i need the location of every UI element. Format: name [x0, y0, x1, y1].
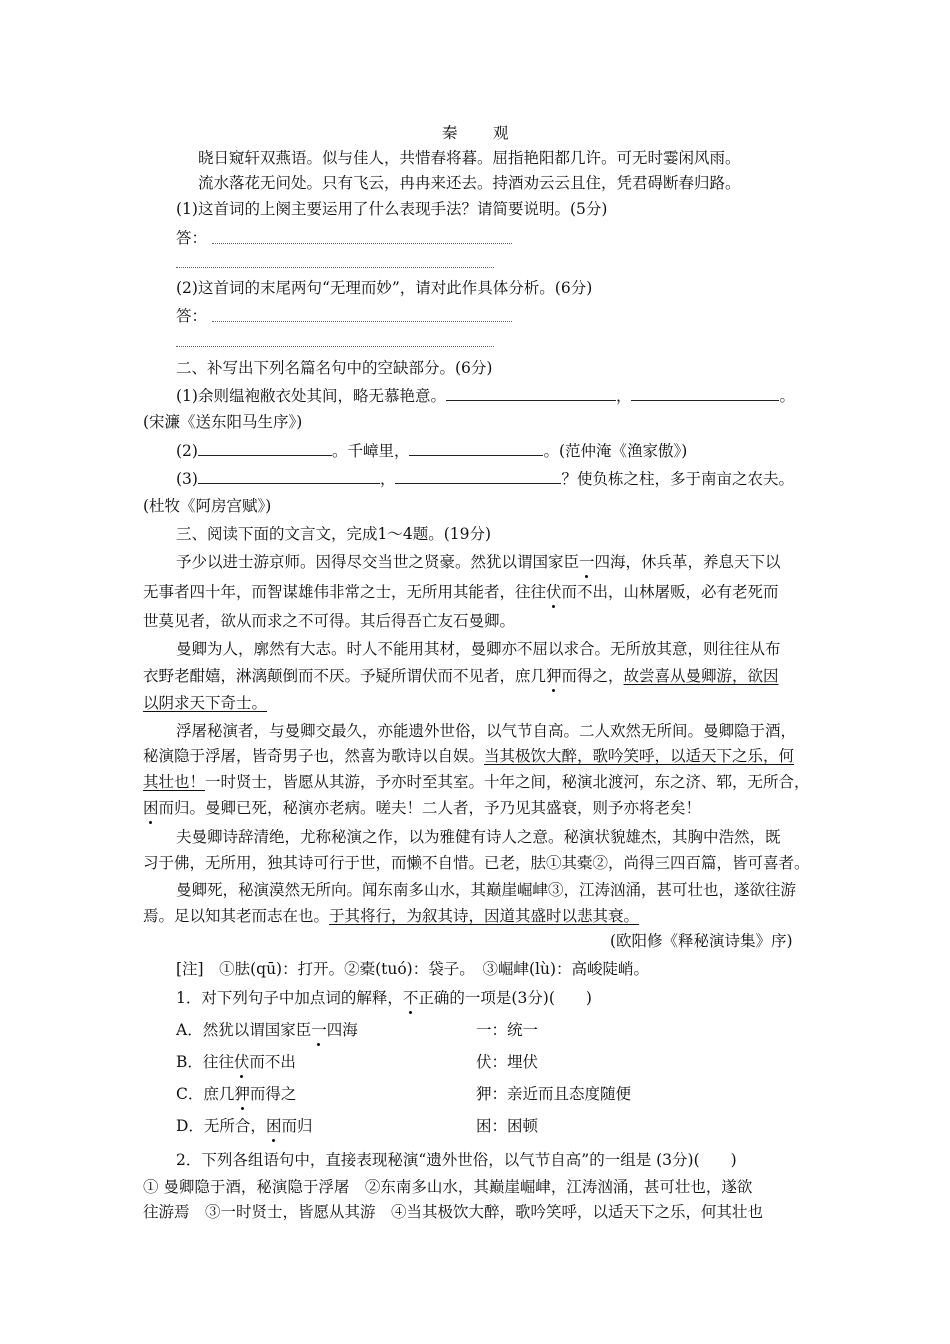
poem-question-1: (1)这首词的上阕主要运用了什么表现手法？请简要说明。(5分) — [176, 200, 608, 218]
section2-heading: 二、补写出下列名篇名句中的空缺部分。(6分) — [176, 359, 493, 377]
dotted-char: 不 — [402, 989, 419, 1007]
option-c-explanation: 狎：亲近而且态度随便 — [476, 1085, 632, 1103]
passage-p1-line3: 世莫见者，欲从而求之不可得。其后得吾亡友石曼卿。 — [143, 612, 516, 630]
blank[interactable] — [198, 469, 380, 484]
annotation-note: [注] ①胠(qū)：打开。②橐(tuó)：袋子。 ③崛峍(lù)：高峻陡峭。 — [176, 960, 650, 978]
answer-line-1b — [176, 267, 494, 268]
poem-author: 秦 观 — [442, 124, 519, 142]
passage-p3-line4: 困而归。曼卿已死，秘演亦老病。嗟夫！二人者，予乃见其盛衰，则予亦将老矣！ — [143, 799, 702, 817]
passage-p2-line3 — [143, 692, 267, 714]
dotted-char: 狎 — [234, 1085, 250, 1103]
underlined-sentence: 其壮也！ — [143, 773, 206, 791]
underlined-sentence: 于其将行，为叙其诗，因道其盛时以悲其衰。 — [329, 907, 640, 925]
dotted-char: 一 — [579, 553, 595, 571]
passage-p2-line1: 曼卿为人，廓然有大志。时人不能用其材，曼卿亦不屈以求合。无所放其意，则往往从布 — [176, 640, 781, 658]
dotted-char: 伏 — [233, 1053, 250, 1071]
answer-label-2: 答： — [176, 307, 208, 325]
passage-p3-line2: 秘演隐于浮屠，皆奇男子也，然喜为歌诗以自娱。当其极饮大醉，歌吟笑呼，以适天下之乐，何 — [143, 747, 795, 765]
underlined-sentence: 故尝喜从曼卿游，欲因 — [623, 667, 779, 685]
blank[interactable] — [395, 469, 561, 484]
blank[interactable] — [446, 386, 616, 401]
option-d[interactable]: D．无所合，困而归 — [176, 1117, 313, 1135]
poem-line-1: 晓日窥轩双燕语。似与佳人，共惜春将暮。屈指艳阳都几许。可无时霎闲风雨。 — [198, 149, 741, 167]
answer-label-1: 答： — [176, 229, 208, 247]
dotted-char: 困 — [265, 1117, 282, 1135]
dotted-char: 伏 — [546, 583, 562, 601]
question-2-stem: 2．下列各组语句中，直接表现秘演“遗外世俗，以气节自高”的一组是 (3分)( ) — [176, 1151, 737, 1169]
passage-p2-line2: 衣野老酣嬉，淋漓颠倒而不厌。予疑所谓伏而不见者，庶几狎而得之，故尝喜从曼卿游，欲因 — [143, 667, 779, 685]
option-c[interactable]: C．庶几狎而得之 — [176, 1085, 297, 1103]
passage-source: (欧阳修《释秘演诗集》序) — [610, 932, 793, 950]
question-1-stem: 1．对下列句子中加点词的解释，不正确的一项是(3分)( ) — [176, 989, 592, 1007]
answer-line-2b — [176, 346, 494, 347]
passage-p3-line1: 浮屠秘演者，与曼卿交最久，亦能遗外世俗，以气节自高。二人欢然无所间。曼卿隐于酒， — [176, 722, 797, 740]
passage-p3-line3: 其壮也！一时贤士，皆愿从其游，予亦时至其室。十年之间，秘演北渡河，东之济、郓，无所合， — [143, 773, 810, 791]
passage-p1-line2: 无事者四十年，而智谋雄伟非常之士，无所用其能者，往往伏而不出，山林屠贩，必有老死而 — [143, 583, 779, 601]
poem-line-2: 流水落花无问处。只有飞云，冉冉来还去。持酒劝云云且住，凭君碍断春归路。 — [198, 174, 741, 192]
passage-p5-line2: 焉。足以知其老而志在也。于其将行，为叙其诗，因道其盛时以悲其衰。 — [143, 907, 640, 925]
fill-blank-3-source: (杜牧《阿房宫赋》) — [143, 497, 272, 515]
passage-p1-line1: 予少以进士游京师。因得尽交当世之贤豪。然犹以谓国家臣一四海，休兵革，养息天下以 — [176, 553, 781, 571]
answer-line-2a — [212, 321, 512, 322]
section3-heading: 三、阅读下面的文言文，完成1～4题。(19分) — [176, 525, 492, 543]
passage-p5-line1: 曼卿死，秘演漠然无所向。闻东南多山水，其巅崖崛峍③，江涛汹涌，甚可壮也，遂欲往游 — [176, 881, 797, 899]
fill-blank-2: (2) 。千嶂里， 。(范仲淹《渔家傲》) — [176, 442, 688, 460]
fill-blank-3: (3) ， ？使负栋之柱，多于南亩之农夫。 — [176, 470, 794, 488]
question-2-choices-line1: ① 曼卿隐于酒，秘演隐于浮屠 ②东南多山水，其巅崖崛峍，江涛汹涌，甚可壮也，遂欲 — [143, 1178, 753, 1196]
poem-question-2: (2)这首词的末尾两句“无理而妙”，请对此作具体分析。(6分) — [176, 279, 593, 297]
underlined-sentence: 当其极饮大醉，歌吟笑呼，以适天下之乐，何 — [484, 747, 795, 765]
option-b[interactable]: B．往往伏而不出 — [176, 1053, 296, 1071]
blank[interactable] — [198, 441, 332, 456]
passage-p4-line2: 习于佛，无所用，独其诗可行于世，而懒不自惜。已老，胠①其橐②，尚得三四百篇，皆可喜者。 — [143, 854, 810, 872]
passage-p4-line1: 夫曼卿诗辞清绝，尤称秘演之作，以为雅健有诗人之意。秘演状貌雄杰，其胸中浩然，既 — [176, 828, 781, 846]
fill-blank-1: (1)余则缊袍敝衣处其间，略无慕艳意。 ， 。 — [176, 387, 795, 405]
option-a-explanation: 一：统一 — [476, 1021, 539, 1039]
option-a[interactable]: A．然犹以谓国家臣一四海 — [176, 1021, 358, 1039]
fill-blank-1-source: (宋濂《送东阳马生序》) — [143, 413, 303, 431]
option-b-explanation: 伏：埋伏 — [476, 1053, 539, 1071]
option-d-explanation: 困：困顿 — [476, 1117, 539, 1135]
dotted-char: 一 — [311, 1021, 327, 1039]
blank[interactable] — [631, 386, 779, 401]
question-2-choices-line2: 往游焉 ③一时贤士，皆愿从其游 ④当其极饮大醉，歌吟笑呼，以适天下之乐，何其壮也 — [143, 1203, 764, 1221]
dotted-char: 狎 — [546, 667, 562, 685]
blank[interactable] — [409, 441, 543, 456]
answer-line-1a — [212, 243, 512, 244]
dotted-char: 困 — [143, 799, 159, 817]
underlined-sentence: 以阴求天下奇士。 — [143, 694, 268, 712]
